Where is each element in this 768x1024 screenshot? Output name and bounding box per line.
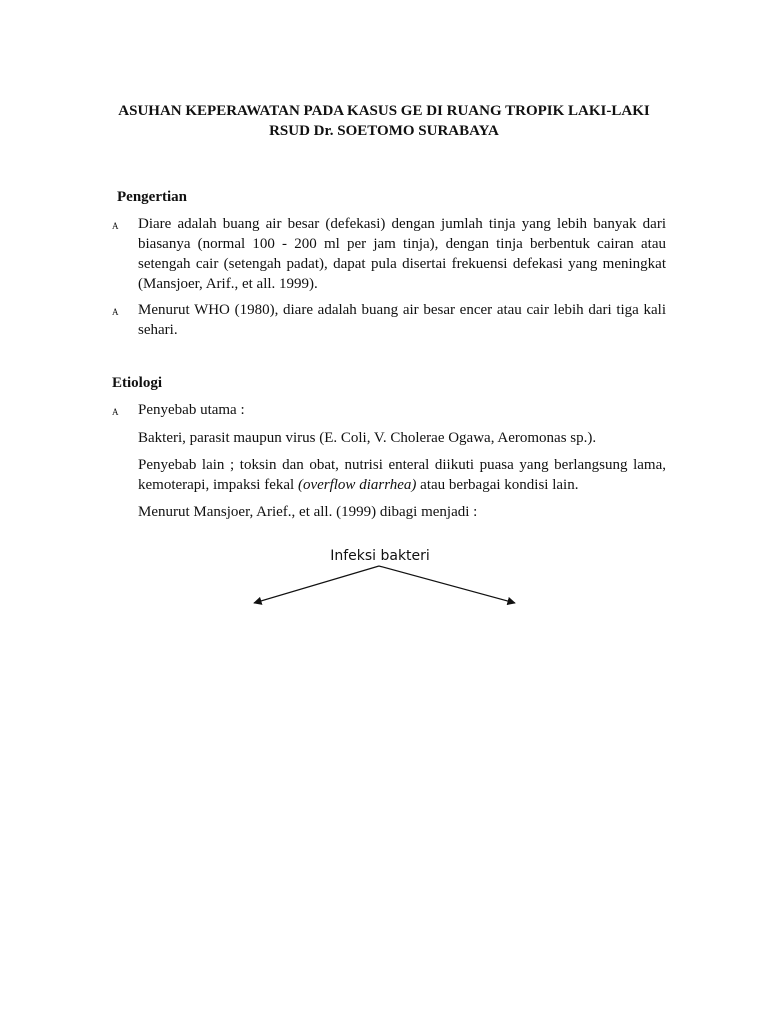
- arrow-left: [254, 566, 379, 603]
- bullet-icon: A: [112, 221, 119, 231]
- bullet-icon: A: [112, 307, 119, 317]
- section-heading-etiologi: Etiologi: [112, 375, 163, 391]
- document-title: ASUHAN KEPERAWATAN PADA KASUS GE DI RUANG TROPIK LAKI-LAKI RSUD Dr. SOETOMO SURABAYA: [118, 103, 650, 139]
- penyebab-lain-text: Penyebab lain ; toksin dan obat, nutrisi enteral diikuti puasa yang berlangsung lama, kemoterapi, impaksi fekal: [138, 457, 666, 493]
- pengertian-item-1: Diare adalah buang air besar (defekasi) dengan jumlah tinja yang lebih banyak dari biasanya (normal 100 - 200 ml per jam tinja), dengan tinja berbentuk cairan atau setengah cair (setengah padat), dapat pula disertai frekuensi defekasi yang meningkat (Mansjoer, Arif., et all. 1999).: [138, 216, 666, 292]
- bullet-icon: A: [112, 407, 119, 417]
- pengertian-item-2: Menurut WHO (1980), diare adalah buang air besar encer atau cair lebih dari tiga kali sehari.: [138, 302, 666, 338]
- arrow-right: [379, 566, 515, 603]
- section-heading-pengertian: Pengertian: [117, 189, 187, 205]
- etiologi-paragraph-mansjoer: Menurut Mansjoer, Arief., et all. (1999) dibagi menjadi :: [138, 504, 478, 520]
- diagram-root-label: Infeksi bakteri: [330, 548, 430, 564]
- etiologi-paragraph-bakteri: Bakteri, parasit maupun virus (E. Coli, V. Cholerae Ogawa, Aeromonas sp.).: [138, 430, 597, 446]
- etiologi-item-penyebab-utama: Penyebab utama :: [138, 402, 245, 418]
- overflow-diarrhea-term: (overflow diarrhea): [297, 477, 417, 493]
- penyebab-lain-text-end: atau berbagai kondisi lain.: [416, 477, 579, 493]
